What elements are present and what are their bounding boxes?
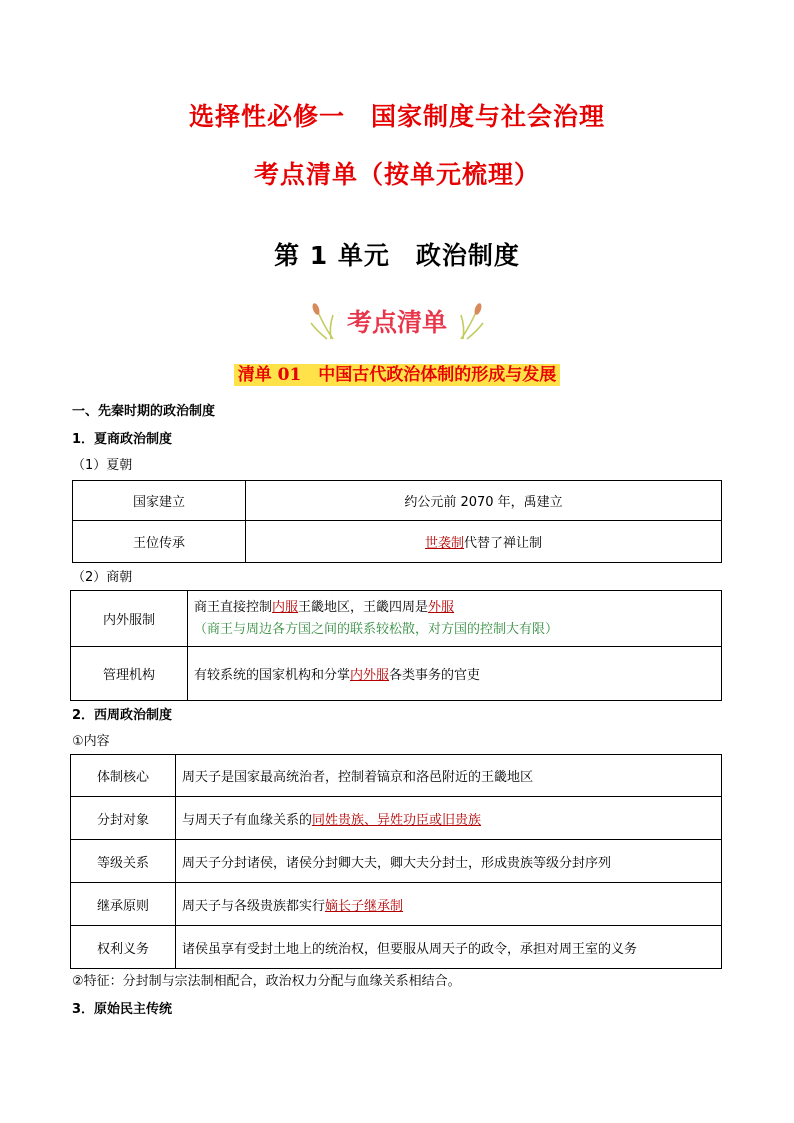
- subsection-heading: 2．西周政治制度: [72, 708, 173, 723]
- table-row: [71, 755, 722, 797]
- list-heading-text: 清单 01 中国古代政治体制的形成与发展: [234, 364, 561, 386]
- table-cell: 约公元前 2070 年，禹建立: [246, 481, 722, 521]
- badge-label: 考点清单: [346, 308, 447, 337]
- table-cell: [246, 521, 722, 563]
- table-row: [73, 521, 722, 563]
- cell-text: 代替了禅让制: [464, 536, 543, 551]
- table-cell: 权利义务: [71, 926, 176, 969]
- shang-label: （2）商朝: [72, 570, 133, 585]
- document-subtitle: 考点清单（按单元梳理）: [253, 160, 540, 189]
- wheat-right-icon: [457, 301, 487, 341]
- key-term: 内服: [272, 599, 299, 615]
- cell-text: 有较系统的国家机构和分掌: [194, 668, 351, 683]
- cell-text: 各类事务的官吏: [389, 668, 481, 683]
- table-row: [71, 647, 722, 701]
- table-cell: [188, 647, 722, 701]
- table-cell: 体制核心: [71, 755, 176, 797]
- table-cell: 周天子分封诸侯，诸侯分封卿大夫，卿大夫分封士，形成贵族等级分封序列: [176, 840, 722, 883]
- key-term: 外服: [428, 599, 455, 615]
- cell-note: （商王与周边各方国之间的联系较松散，对方国的控制大有限）: [194, 621, 559, 637]
- key-term: 嫡长子继承制: [325, 898, 404, 914]
- wheat-left-icon: [307, 301, 337, 341]
- table-row: [71, 840, 722, 883]
- xia-table: [72, 480, 722, 563]
- table-row: [71, 797, 722, 840]
- zhou-label: ①内容: [72, 734, 110, 749]
- cell-text: 与周天子有血缘关系的: [182, 812, 313, 828]
- subsection-heading: 1．夏商政治制度: [72, 432, 173, 447]
- table-cell: 等级关系: [71, 840, 176, 883]
- table-cell: 继承原则: [71, 883, 176, 926]
- section-heading: 一、先秦时期的政治制度: [72, 404, 216, 419]
- table-row: [71, 926, 722, 969]
- table-cell: 国家建立: [73, 481, 246, 521]
- table-cell: 周天子是国家最高统治者，控制着镐京和洛邑附近的王畿地区: [176, 755, 722, 797]
- table-cell: 诸侯虽享有受封土地上的统治权，但要服从周天子的政令，承担对周王室的义务: [176, 926, 722, 969]
- table-cell: 分封对象: [71, 797, 176, 840]
- zhou-table: [70, 754, 722, 969]
- list-heading: [0, 360, 794, 385]
- checklist-badge: [0, 300, 794, 342]
- key-term: 世袭制: [424, 536, 464, 551]
- shang-table: [70, 590, 722, 701]
- cell-text: 王畿地区，王畿四周是: [298, 599, 429, 615]
- table-cell: [188, 591, 722, 647]
- table-row: [73, 481, 722, 521]
- key-term: 同姓贵族、异姓功臣或旧贵族: [312, 812, 482, 828]
- table-cell: [176, 797, 722, 840]
- cell-text: 商王直接控制: [194, 599, 273, 615]
- table-cell: 王位传承: [73, 521, 246, 563]
- xia-label: （1）夏朝: [72, 458, 133, 473]
- table-cell: [176, 883, 722, 926]
- document-title: 选择性必修一 国家制度与社会治理: [188, 102, 605, 131]
- unit-title: 第 1 单元 政治制度: [274, 241, 520, 270]
- table-row: [71, 883, 722, 926]
- feature-text: ②特征：分封制与宗法制相配合，政治权力分配与血缘关系相结合。: [72, 974, 461, 989]
- cell-line: [194, 597, 715, 619]
- table-row: [71, 591, 722, 647]
- cell-text: 周天子与各级贵族都实行: [182, 898, 326, 914]
- key-term: 内外服: [350, 668, 390, 683]
- subsection-heading: 3．原始民主传统: [72, 1002, 173, 1017]
- table-cell: 管理机构: [71, 647, 188, 701]
- table-cell: 内外服制: [71, 591, 188, 647]
